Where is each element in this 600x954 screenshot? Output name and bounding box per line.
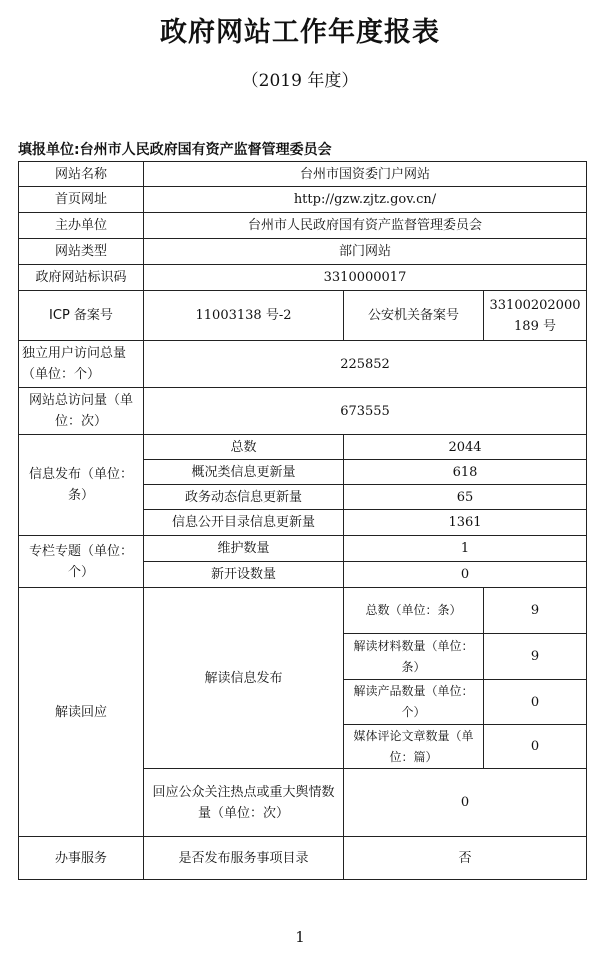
- site-id-value: 3310000017: [144, 265, 587, 291]
- unique-visitors-value: 225852: [144, 341, 587, 388]
- icp-value: 11003138 号-2: [144, 291, 344, 341]
- service-catalog-label: 是否发布服务事项目录: [144, 837, 344, 880]
- total-visits-value: 673555: [144, 388, 587, 435]
- row-site-name: [19, 162, 587, 187]
- sponsor-value: 台州市人民政府国有资产监督管理委员会: [144, 213, 587, 239]
- interp-media-value: 0: [484, 725, 587, 769]
- unique-visitors-label: 独立用户访问总量（单位：个）: [19, 341, 144, 388]
- row-sponsor: [19, 213, 587, 239]
- interp-products-value: 0: [484, 680, 587, 725]
- info-publish-label: 信息发布（单位：条）: [19, 435, 144, 536]
- info-catalog-label: 信息公开目录信息更新量: [144, 510, 344, 536]
- site-type-value: 部门网站: [144, 239, 587, 265]
- interp-total-value: 9: [484, 588, 587, 634]
- interp-hotspot-value: 0: [344, 769, 587, 837]
- column-new-label: 新开设数量: [144, 562, 344, 588]
- column-new-value: 0: [344, 562, 587, 588]
- report-title: 政府网站工作年度报表: [160, 17, 440, 48]
- row-site-type: [19, 239, 587, 265]
- column-label: 专栏专题（单位：个）: [19, 536, 144, 588]
- sponsor-label: 主办单位: [19, 213, 144, 239]
- site-name-label: 网站名称: [19, 162, 144, 187]
- info-overview-value: 618: [344, 460, 587, 485]
- interp-products-label: 解读产品数量（单位：个）: [344, 680, 484, 725]
- info-dynamics-value: 65: [344, 485, 587, 510]
- site-name-value: 台州市国资委门户网站: [144, 162, 587, 187]
- page-number: 1: [295, 928, 305, 946]
- interp-media-label: 媒体评论文章数量（单位：篇）: [344, 725, 484, 769]
- total-visits-label: 网站总访问量（单位：次）: [19, 388, 144, 435]
- row-column-maintain: [19, 536, 587, 562]
- row-interp-total: [19, 588, 587, 634]
- site-id-label: 政府网站标识码: [19, 265, 144, 291]
- interp-hotspot-label: 回应公众关注热点或重大舆情数量（单位：次）: [144, 769, 344, 837]
- row-unique-visitors: [19, 341, 587, 388]
- column-maintain-value: 1: [344, 536, 587, 562]
- info-catalog-value: 1361: [344, 510, 587, 536]
- interpretation-publish-label: 解读信息发布: [144, 588, 344, 769]
- row-icp: [19, 291, 587, 341]
- homepage-label: 首页网址: [19, 187, 144, 213]
- interpretation-label: 解读回应: [19, 588, 144, 837]
- report-year: （2019 年度）: [241, 71, 359, 91]
- police-record-label: 公安机关备案号: [344, 291, 484, 341]
- service-label: 办事服务: [19, 837, 144, 880]
- info-total-value: 2044: [344, 435, 587, 460]
- interp-materials-value: 9: [484, 634, 587, 680]
- info-overview-label: 概况类信息更新量: [144, 460, 344, 485]
- column-maintain-label: 维护数量: [144, 536, 344, 562]
- icp-label: ICP 备案号: [19, 291, 144, 341]
- interp-materials-label: 解读材料数量（单位：条）: [344, 634, 484, 680]
- homepage-value: http://gzw.zjtz.gov.cn/: [144, 187, 587, 213]
- row-total-visits: [19, 388, 587, 435]
- site-type-label: 网站类型: [19, 239, 144, 265]
- interp-total-label: 总数（单位：条）: [344, 588, 484, 634]
- reporting-unit: 填报单位:台州市人民政府国有资产监督管理委员会: [18, 142, 332, 158]
- row-homepage: [19, 187, 587, 213]
- report-table: [18, 161, 587, 880]
- info-total-label: 总数: [144, 435, 344, 460]
- row-site-id: [19, 265, 587, 291]
- row-info-total: [19, 435, 587, 460]
- info-dynamics-label: 政务动态信息更新量: [144, 485, 344, 510]
- police-record-value: 33100202000189 号: [484, 291, 587, 341]
- service-catalog-value: 否: [344, 837, 587, 880]
- row-service-catalog: [19, 837, 587, 880]
